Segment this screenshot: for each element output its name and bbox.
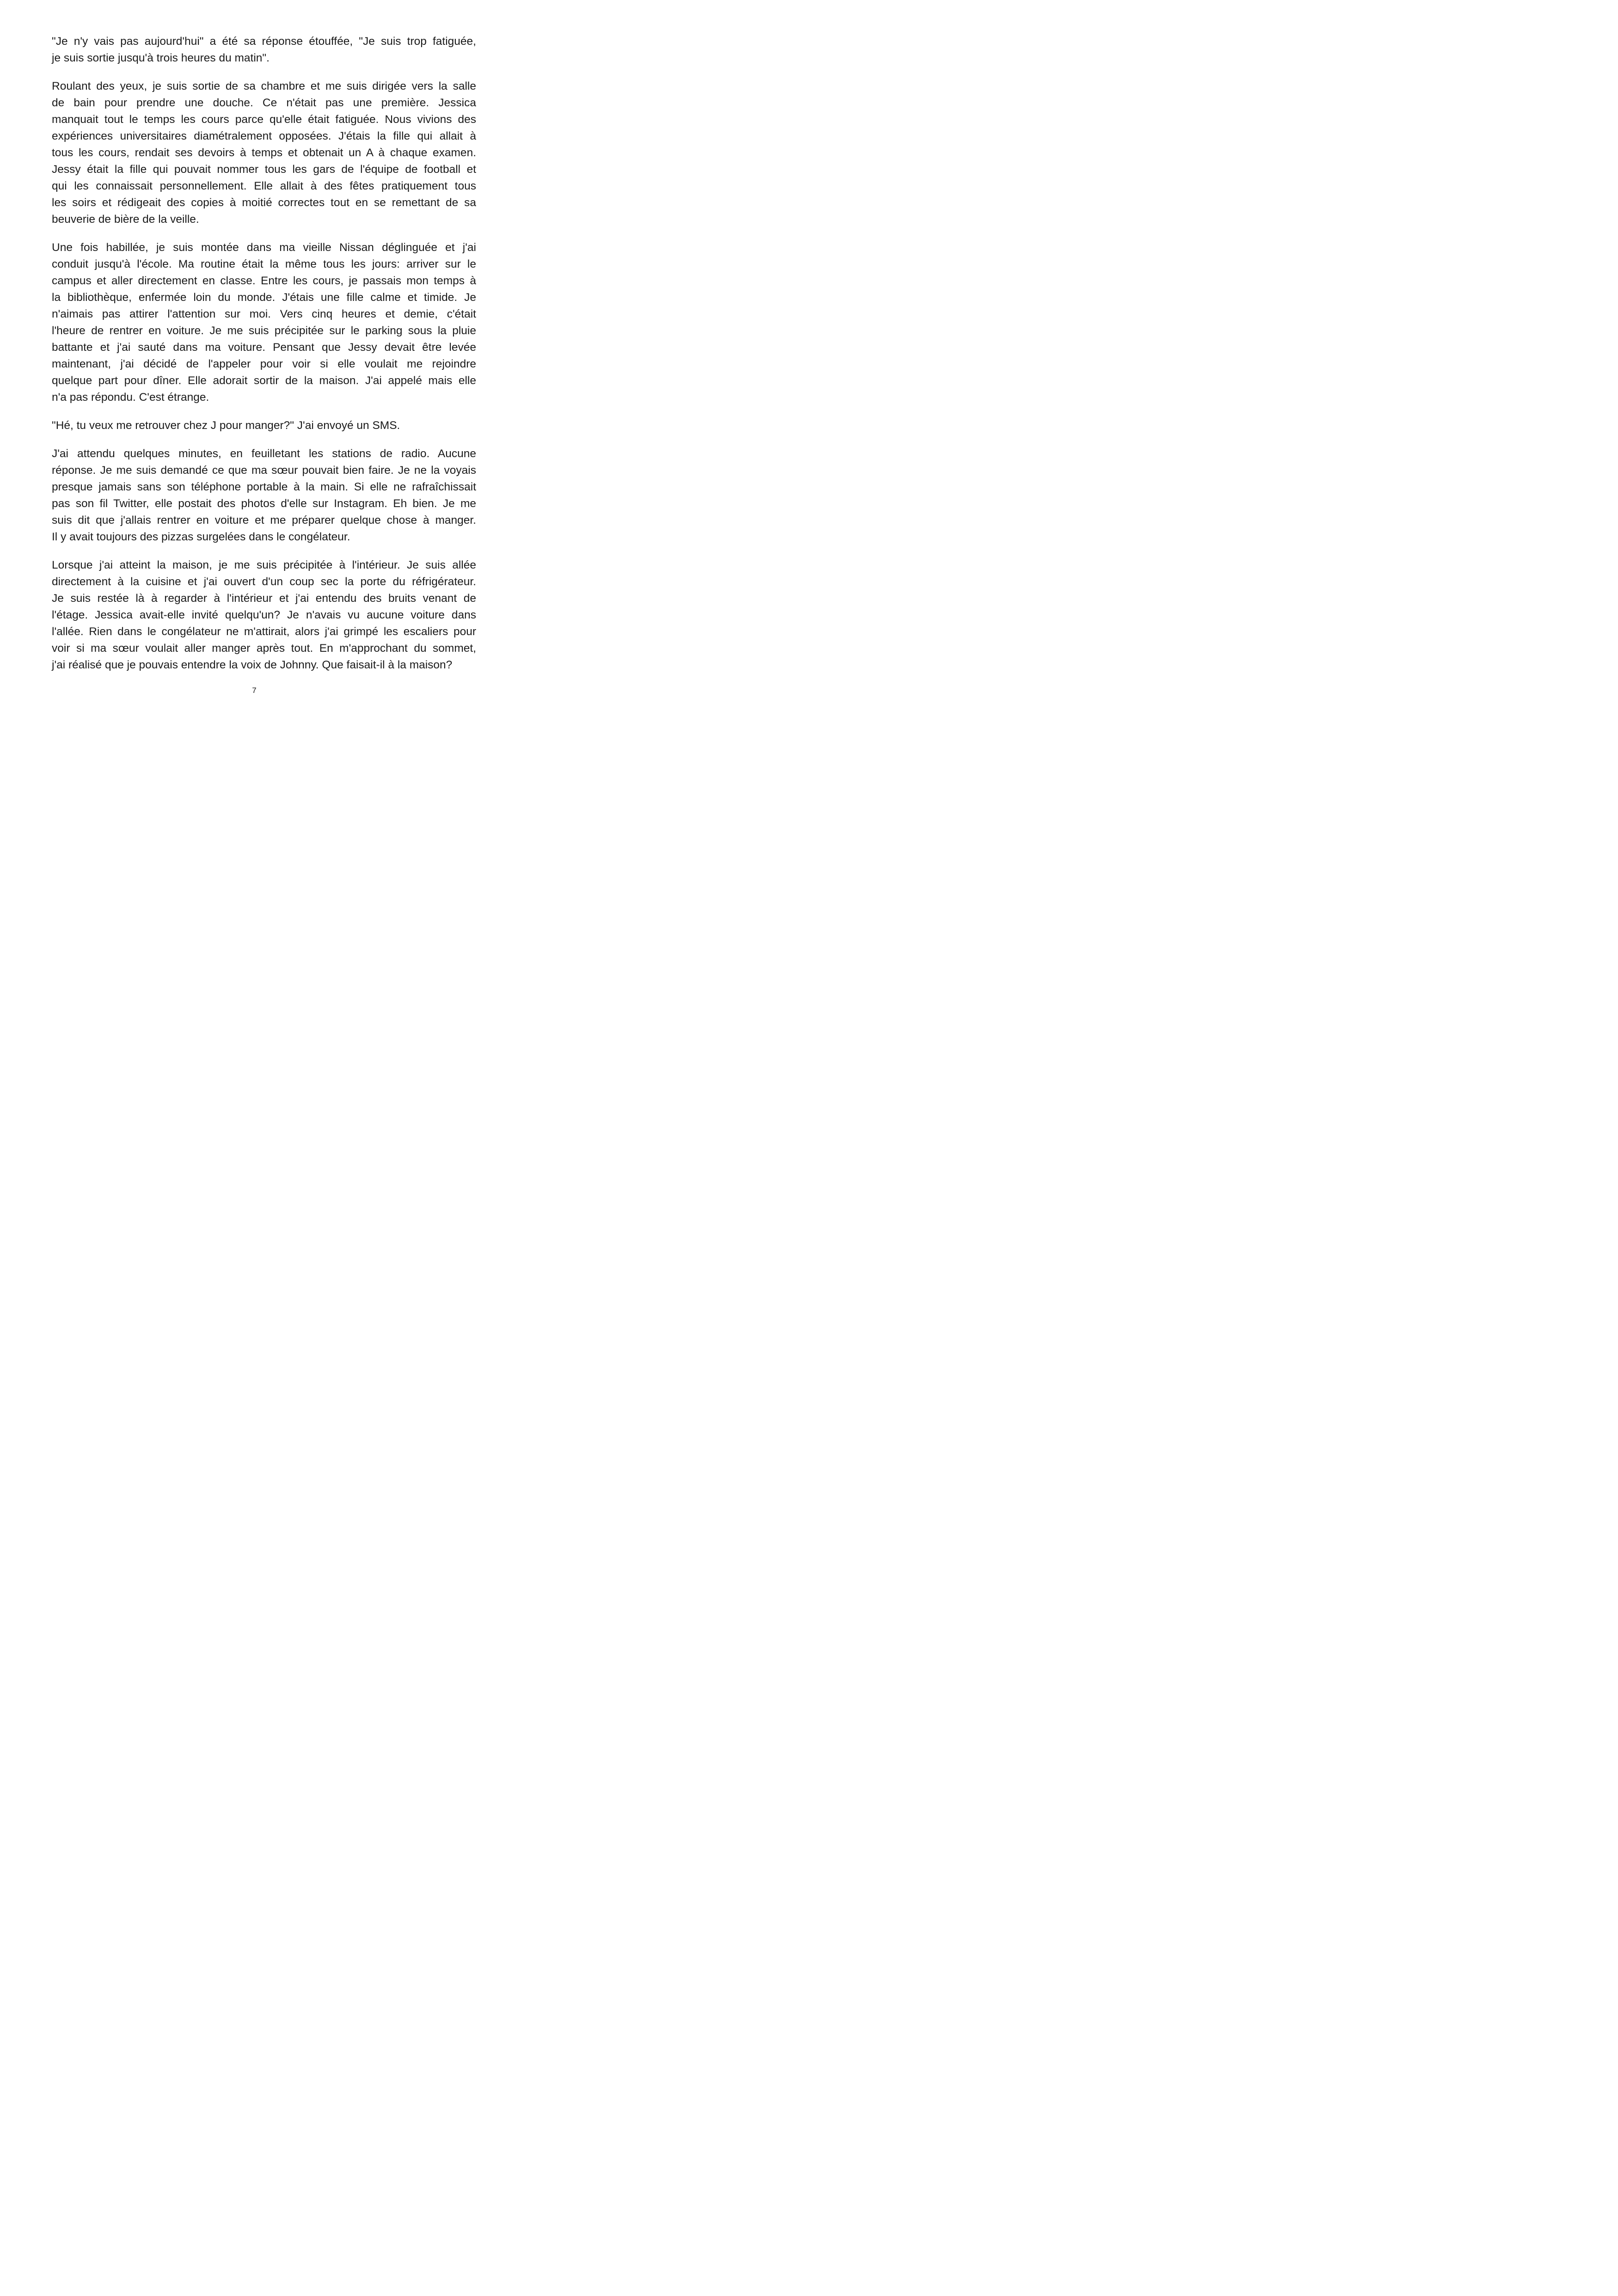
text-line: campus et aller directement en classe. Entre les cours, je passais mon temps à	[52, 275, 476, 287]
paragraph	[52, 78, 476, 228]
text-line: beuverie de bière de la veille.	[52, 213, 199, 226]
text-line: "Je n'y vais pas aujourd'hui" a été sa réponse étouffée, "Je suis trop fatiguée,	[52, 35, 476, 48]
text-line: expériences universitaires diamétralement opposées. J'étais la fille qui allait à	[52, 130, 476, 142]
text-line: battante et j'ai sauté dans ma voiture. Pensant que Jessy devait être levée	[52, 341, 476, 354]
text-line: l'étage. Jessica avait-elle invité quelqu'un? Je n'avais vu aucune voiture dans	[52, 609, 476, 621]
document-page	[0, 0, 509, 722]
text-line: quelque part pour dîner. Elle adorait sortir de la maison. J'ai appelé mais elle	[52, 374, 476, 387]
text-line: Lorsque j'ai atteint la maison, je me suis précipitée à l'intérieur. Je suis allée	[52, 559, 476, 571]
text-line: maintenant, j'ai décidé de l'appeler pour voir si elle voulait me rejoindre	[52, 358, 476, 370]
text-line: n'a pas répondu. C'est étrange.	[52, 391, 209, 404]
paragraph	[52, 446, 476, 545]
text-line: presque jamais sans son téléphone portable à la main. Si elle ne rafraîchissait	[52, 481, 476, 493]
text-line: "Hé, tu veux me retrouver chez J pour manger?" J'ai envoyé un SMS.	[52, 419, 400, 432]
text-line: j'ai réalisé que je pouvais entendre la voix de Johnny. Que faisait-il à la maison?	[52, 659, 453, 671]
text-line: voir si ma sœur voulait aller manger après tout. En m'approchant du sommet,	[52, 642, 476, 655]
text-line: Roulant des yeux, je suis sortie de sa chambre et me suis dirigée vers la salle	[52, 80, 476, 92]
text-line: conduit jusqu'à l'école. Ma routine était la même tous les jours: arriver sur le	[52, 258, 476, 270]
text-line: l'allée. Rien dans le congélateur ne m'attirait, alors j'ai grimpé les escaliers pour	[52, 625, 476, 638]
text-line: n'aimais pas attirer l'attention sur moi. Vers cinq heures et demie, c'était	[52, 308, 476, 320]
paragraph	[52, 239, 476, 406]
paragraph	[52, 33, 476, 67]
body-text	[52, 33, 476, 685]
text-line: suis dit que j'allais rentrer en voiture et me préparer quelque chose à manger.	[52, 514, 476, 527]
text-line: Jessy était la fille qui pouvait nommer tous les gars de l'équipe de football et	[52, 163, 476, 176]
page-number: 7	[252, 686, 257, 695]
text-line: directement à la cuisine et j'ai ouvert d'un coup sec la porte du réfrigérateur.	[52, 576, 476, 588]
text-line: Il y avait toujours des pizzas surgelées dans le congélateur.	[52, 531, 350, 543]
text-line: manquait tout le temps les cours parce qu'elle était fatiguée. Nous vivions des	[52, 113, 476, 126]
text-line: réponse. Je me suis demandé ce que ma sœur pouvait bien faire. Je ne la voyais	[52, 464, 476, 477]
paragraph	[52, 557, 476, 673]
text-line: tous les cours, rendait ses devoirs à temps et obtenait un A à chaque examen.	[52, 147, 476, 159]
text-line: la bibliothèque, enfermée loin du monde. J'étais une fille calme et timide. Je	[52, 291, 476, 304]
text-line: je suis sortie jusqu'à trois heures du matin".	[52, 52, 270, 64]
text-line: les soirs et rédigeait des copies à moitié correctes tout en se remettant de sa	[52, 196, 476, 209]
paragraph	[52, 417, 476, 434]
text-line: de bain pour prendre une douche. Ce n'était pas une première. Jessica	[52, 97, 476, 109]
text-line: J'ai attendu quelques minutes, en feuilletant les stations de radio. Aucune	[52, 447, 476, 460]
text-line: qui les connaissait personnellement. Elle allait à des fêtes pratiquement tous	[52, 180, 476, 192]
text-line: l'heure de rentrer en voiture. Je me suis précipitée sur le parking sous la pluie	[52, 325, 476, 337]
text-line: pas son fil Twitter, elle postait des photos d'elle sur Instagram. Eh bien. Je me	[52, 497, 476, 510]
text-line: Je suis restée là à regarder à l'intérieur et j'ai entendu des bruits venant de	[52, 592, 476, 605]
text-line: Une fois habillée, je suis montée dans ma vieille Nissan déglinguée et j'ai	[52, 241, 476, 254]
